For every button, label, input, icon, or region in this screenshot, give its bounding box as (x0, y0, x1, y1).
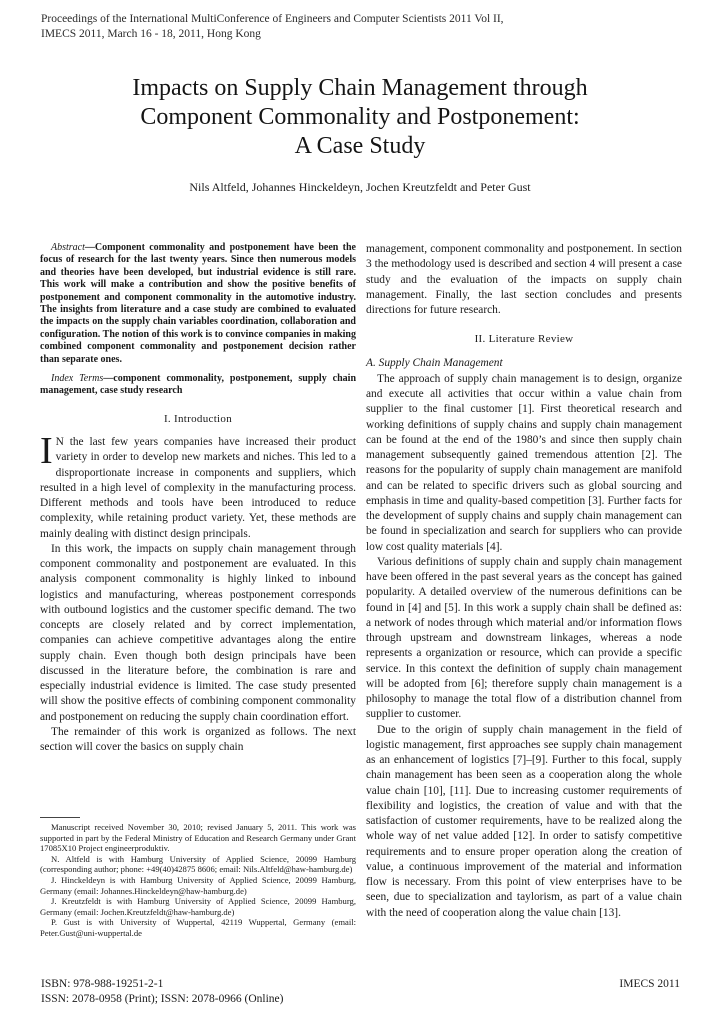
title-line-1: Impacts on Supply Chain Management through (132, 75, 588, 101)
footnote-divider (40, 817, 80, 818)
abstract-lead: Abstract (51, 242, 85, 253)
title-line-3: A Case Study (294, 133, 426, 159)
footnote-manuscript: Manuscript received November 30, 2010; revised January 5, 2011. This work was supported in part by the Federal Ministry of Education and Research Germany under Grant 17085X10 Project engineerproduktiv. (40, 822, 356, 854)
left-column (40, 242, 356, 755)
section-heading-literature-review: II. Literature Review (474, 333, 574, 346)
paper-title (40, 74, 680, 161)
footnote-altfeld: N. Altfeld is with Hamburg University of Applied Science, 20099 Hamburg (corresponding author; phone: +49(40)42875 8606; email: Nils.Altfeld@haw-hamburg.de) (40, 853, 356, 875)
intro-paragraph-1-text: N the last few years companies have increased their product variety in order to develop new markets and niches. This led to a disproportionate increase in components and suppliers, which resulted in a high level of complexity in the manufacturing process. Different methods and tools have been introduced to reduce complexity, while retaining product variety. Yet, these methods are mainly dealing with distinct design principals. (40, 436, 356, 540)
intro-paragraph-2: In this work, the impacts on supply chain management through component commonality and postponement are evaluated. In this analysis component commonality is highly linked to inbound logistics and manufacturing, whereas postponement corresponds with outbound logistics and the customer specific demand. The two concepts are closely related and by correct implementation, companies can achieve competitive advantages along the entire supply chain. Even though both design principals have been discussed in the literature before, the combination is rare and especially industrial evidence is limited. The case study presented will show the positive effects of combining component commonality and postponement on reducing the supply chain coordination effort. (40, 542, 356, 723)
proceedings-header (41, 12, 681, 42)
subsection-heading-supply-chain-management: A. Supply Chain Management (366, 356, 503, 369)
author-list: Nils Altfeld, Johannes Hinckeldeyn, Jochen Kreutzfeldt and Peter Gust (189, 180, 531, 194)
footnote-hinckeldeyn: J. Hinckeldeyn is with Hamburg University of Applied Science, 20099 Hamburg, Germany (email: Johannes.Hinckeldeyn@haw-hamburg.de) (40, 874, 356, 896)
literature-paragraph-3: Due to the origin of supply chain management in the field of logistic management, first approaches see supply chain management as an enhancement of logistics [7]–[9]. Further to this focal, supply chain management has been seen as a cooperation along the whole value chain [10], [11]. Due to increasing customer requirements of flexibility and logistics, the creation of value and with that the satisfaction of customer requirements, have to be realized along the whole way of net value added [12]. In order to satisfy competitive requirements and to ensure proper operation along the creation of value, a continuous improvement of the material and information flow is necessary. From this point of view enterprises have to be seen, due to specialization and taylorism, as part of a value chain with the need of cooperation along the value chain [13]. (366, 723, 682, 919)
right-column (366, 242, 682, 921)
isbn: ISBN: 978-988-19251-2-1 (41, 978, 164, 990)
title-line-2: Component Commonality and Postponement: (140, 104, 580, 130)
drop-cap: I (40, 430, 53, 473)
intro-paragraph-3: The remainder of this work is organized as follows. The next section will cover the basics on supply chain (40, 725, 356, 754)
conference-footer: IMECS 2011 (619, 978, 680, 990)
intro-paragraph-1 (40, 430, 356, 542)
index-terms-body: —component commonality, postponement, supply chain management, case study research (40, 373, 357, 397)
header-line-2: IMECS 2011, March 16 - 18, 2011, Hong Kong (41, 28, 261, 40)
literature-paragraph-1: The approach of supply chain management is to design, organize and execute all activities that occur within a value chain from supplier to the final customer [1]. First theoretical research and working definitions of supply chains and supply chain management can be found at the end of the 1980’s and since then supply chain management subsequently gained tremendous attention [2]. The reasons for the popularity of supply chain management are manifold and can be related to specific drivers such as global sourcing and emphasis in time and quality-based competition [3]. Further facts for the development of supply chains and supply chain management can be found in specialization and search for suppliers who can provide low cost quality materials [4]. (366, 372, 682, 553)
issn: ISSN: 2078-0958 (Print); ISSN: 2078-0966 (Online) (41, 993, 284, 1005)
literature-paragraph-2: Various definitions of supply chain and supply chain management have been offered in the past several years as the concept has gained popularity. A detailed overview of the numerous definitions can be found in [4] and [5]. In this work a supply chain shall be defined as: a network of nodes through which material and/or information flows through upstream and downstream linkages, whereas a node represents a organization or resource, which can provide a specific service. In this context the definition of supply chain management will be adopted from [6]; therefore supply chain management is a philosophy to manage the total flow of a distribution channel from supplier to customer. (366, 555, 682, 721)
intro-paragraph-3-continued: management, component commonality and postponement. In section 3 the methodology used is described and section 4 will present a case study and the evaluation of the impacts on supply chain management. Finally, the last section concludes and presents directions for future research. (366, 243, 682, 316)
section-heading-introduction: I. Introduction (163, 412, 233, 425)
header-line-1: Proceedings of the International MultiConference of Engineers and Computer Scientists 2011 Vol II, (41, 13, 504, 25)
index-terms (40, 373, 356, 398)
abstract-body: —Component commonality and postponement have been the focus of research for the last twenty years. Since then numerous models and theories have been developed, but industrial evidence is still rare. This work will make a contribution and show the positive benefits of postponement and component commonality in the automotive industry. The insights from literature and a case study are combined to evaluated the impacts on the supply chain variables coordination, collaboration and configuration. The notion of this work is to convince companies in making combined component commonality and postponement decision rather than separate ones. (40, 242, 356, 365)
footnote-kreutzfeldt: J. Kreutzfeldt is with Hamburg University of Applied Science, 20099 Hamburg, Germany (email: Jochen.Kreutzfeldt@haw-hamburg.de) (40, 896, 356, 917)
footnotes (40, 822, 356, 939)
abstract (40, 242, 356, 366)
footnote-gust: P. Gust is with University of Wuppertal, 42119 Wuppertal, Germany (email: Peter.Gust@uni-wuppertal.de (40, 917, 356, 938)
index-terms-lead: Index Terms (51, 373, 104, 385)
publication-identifiers (41, 977, 441, 1007)
